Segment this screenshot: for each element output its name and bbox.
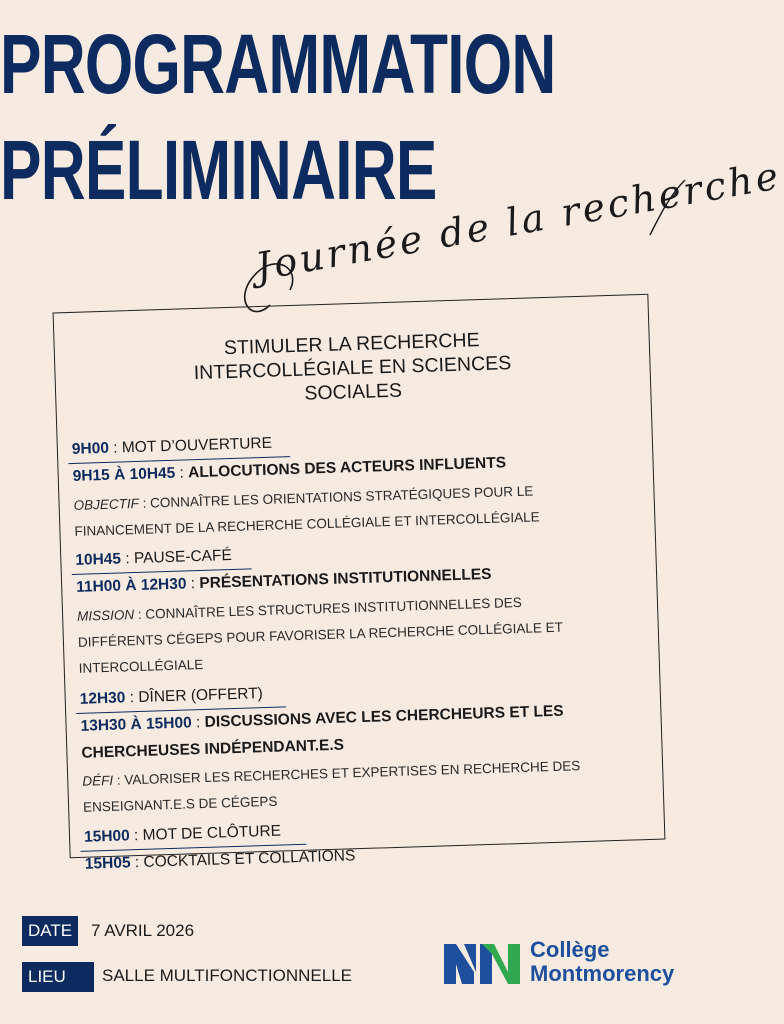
schedule-desc-mission <box>77 589 564 682</box>
desc-line-2: ENSEIGNANT.E.S DE CÉGEPS <box>82 793 278 815</box>
logo-line-2: Montmorency <box>530 961 675 986</box>
desc-line-1: : VALORISER LES RECHERCHES ET EXPERTISES EN RECHERCHE DES <box>112 758 581 788</box>
schedule-sep: : <box>108 439 123 457</box>
program-box <box>53 294 666 873</box>
place-label: LIEU <box>22 962 94 992</box>
program-subtitle <box>54 323 650 414</box>
schedule-sep: : <box>191 713 205 732</box>
schedule-label: MOT D’OUVERTURE <box>121 434 273 457</box>
subtitle-line-1: STIMULER LA RECHERCHE <box>223 329 480 360</box>
schedule-sep: : <box>125 688 139 707</box>
desc-key: DÉFI <box>82 772 114 789</box>
place-value: SALLE MULTIFONCTIONNELLE <box>102 966 353 985</box>
schedule-sep: : <box>120 550 135 568</box>
desc-line-2: FINANCEMENT DE LA RECHERCHE COLLÉGIALE ET INTERCOLLÉGIALE <box>74 509 540 539</box>
schedule-item-cloture <box>84 823 281 847</box>
schedule-time: 12H30 <box>79 689 126 708</box>
schedule-desc-defi <box>82 753 582 821</box>
schedule-label: PAUSE-CAFÉ <box>133 546 233 568</box>
schedule-item-opening <box>72 435 273 459</box>
schedule-item-cocktails <box>85 847 356 873</box>
page-title-line-1: PROGRAMMATION <box>0 17 556 111</box>
schedule-label: PRÉSENTATIONS INSTITUTIONNELLES <box>199 565 492 593</box>
subtitle-line-3: SOCIALES <box>304 379 403 405</box>
schedule-sep: : <box>129 826 143 845</box>
schedule-sep: : <box>186 575 200 593</box>
schedule-time: 11H00 À 12H30 <box>75 575 187 596</box>
schedule-item-discussions <box>80 703 564 736</box>
schedule-sep: : <box>174 464 189 482</box>
schedule-label-2: CHERCHEUSES INDÉPENDANT.E.S <box>81 736 345 762</box>
schedule-time: 9H00 <box>71 439 110 458</box>
desc-line-2: DIFFÉRENTS CÉGEPS POUR FAVORISER LA RECHERCHE COLLÉGIALE ET <box>77 619 564 650</box>
subtitle-line-2: INTERCOLLÉGIALE EN SCIENCES <box>193 352 512 385</box>
schedule-item-diner <box>79 685 263 709</box>
schedule-label: COCKTAILS ET COLLATIONS <box>143 847 356 871</box>
logo-line-1: Collège <box>530 937 610 962</box>
schedule-label: DISCUSSIONS AVEC LES CHERCHEURS ET LES <box>204 702 564 731</box>
schedule-item-pause <box>75 547 232 570</box>
schedule-time: 15H05 <box>84 854 131 873</box>
page-title-line-2: PRÉLIMINAIRE <box>0 123 437 217</box>
desc-line-3: INTERCOLLÉGIALE <box>78 656 204 676</box>
date-label: DATE <box>22 916 78 946</box>
schedule-time: 15H00 <box>83 827 131 846</box>
schedule-time: 10H45 <box>75 550 122 569</box>
date-value: 7 AVRIL 2026 <box>91 921 195 940</box>
schedule-label: ALLOCUTIONS DES ACTEURS INFLUENTS <box>187 454 507 482</box>
desc-line-1: : CONNAÎTRE LES ORIENTATIONS STRATÉGIQUES POUR LE <box>138 483 534 511</box>
desc-key: OBJECTIF <box>73 495 140 513</box>
schedule-time: 9H15 À 10H45 <box>72 464 176 485</box>
schedule-label: DÎNER (OFFERT) <box>138 685 264 706</box>
desc-line-1: : CONNAÎTRE LES STRUCTURES INSTITUTIONNELLES DES <box>133 594 522 623</box>
desc-key: MISSION <box>76 607 135 624</box>
schedule-desc-objectif <box>73 478 540 545</box>
schedule-label: MOT DE CLÔTURE <box>142 822 282 844</box>
script-title-text: Journée de la recherche <box>252 153 784 289</box>
schedule-item-discussions-2 <box>81 737 344 763</box>
college-logo-icon <box>442 938 522 986</box>
schedule-sep: : <box>130 853 144 872</box>
schedule-time: 13H30 À 15H00 <box>80 714 192 735</box>
